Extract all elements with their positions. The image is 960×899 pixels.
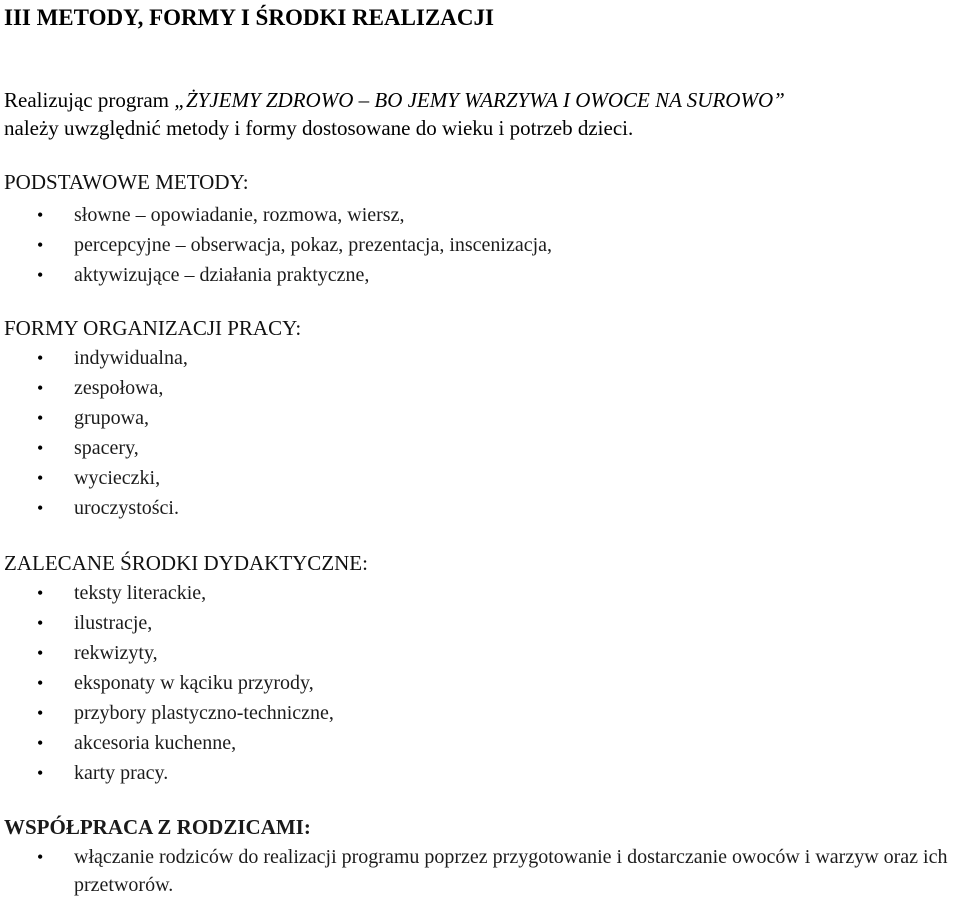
section-heading-methods: PODSTAWOWE METODY: [4, 170, 249, 194]
bullet-icon: • [37, 378, 44, 398]
section-heading-teaching-aids: ZALECANE ŚRODKI DYDAKTYCZNE: [4, 551, 368, 575]
list-item: • percepcyjne – obserwacja, pokaz, prezentacja, inscenizacja, [0, 230, 552, 260]
bullet-icon: • [37, 703, 44, 723]
intro-line-1 [4, 86, 785, 114]
list-item: • zespołowa, [0, 373, 188, 403]
list-item: • aktywizujące – działania praktyczne, [0, 260, 552, 290]
list-item: • słowne – opowiadanie, rozmowa, wiersz, [0, 200, 552, 230]
bullet-icon: • [37, 847, 44, 867]
section-heading-parents: WSPÓŁPRACA Z RODZICAMI: [4, 815, 311, 839]
list-item: • przybory plastyczno-techniczne, [0, 698, 334, 728]
page-title: III METODY, FORMY I ŚRODKI REALIZACJI [4, 5, 494, 30]
bullet-icon: • [37, 235, 44, 255]
list-item: • eksponaty w kąciku przyrody, [0, 668, 334, 698]
list-item: • grupowa, [0, 403, 188, 433]
list-item: • indywidualna, [0, 343, 188, 373]
bullet-icon: • [37, 438, 44, 458]
bullet-icon: • [37, 643, 44, 663]
program-name: „ŻYJEMY ZDROWO – BO JEMY WARZYWA I OWOCE NA SUROWO” [174, 88, 785, 112]
list-item: • spacery, [0, 433, 188, 463]
bullet-icon: • [37, 673, 44, 693]
bullet-icon: • [37, 733, 44, 753]
list-item: • teksty literackie, [0, 578, 334, 608]
bullet-icon: • [37, 583, 44, 603]
forms-list [0, 343, 188, 523]
methods-list [0, 200, 552, 290]
list-item: • włączanie rodziców do realizacji programu poprzez przygotowanie i dostarczanie owoców i warzyw oraz ich przetworów. [0, 843, 954, 899]
teaching-aids-list [0, 578, 334, 788]
list-item: • karty pracy. [0, 758, 334, 788]
bullet-icon: • [37, 205, 44, 225]
list-item: • uroczystości. [0, 493, 188, 523]
bullet-icon: • [37, 763, 44, 783]
list-item: • ilustracje, [0, 608, 334, 638]
bullet-icon: • [37, 468, 44, 488]
parents-list [0, 843, 954, 899]
bullet-icon: • [37, 408, 44, 428]
section-heading-forms: FORMY ORGANIZACJI PRACY: [4, 316, 302, 340]
list-item: • rekwizyty, [0, 638, 334, 668]
list-item: • akcesoria kuchenne, [0, 728, 334, 758]
intro-line-2: należy uwzględnić metody i formy dostosowane do wieku i potrzeb dzieci. [4, 116, 634, 140]
bullet-icon: • [37, 265, 44, 285]
bullet-icon: • [37, 498, 44, 518]
intro-prefix: Realizując program [4, 88, 175, 112]
intro-paragraph [4, 86, 785, 142]
bullet-icon: • [37, 613, 44, 633]
list-item: • wycieczki, [0, 463, 188, 493]
bullet-icon: • [37, 348, 44, 368]
